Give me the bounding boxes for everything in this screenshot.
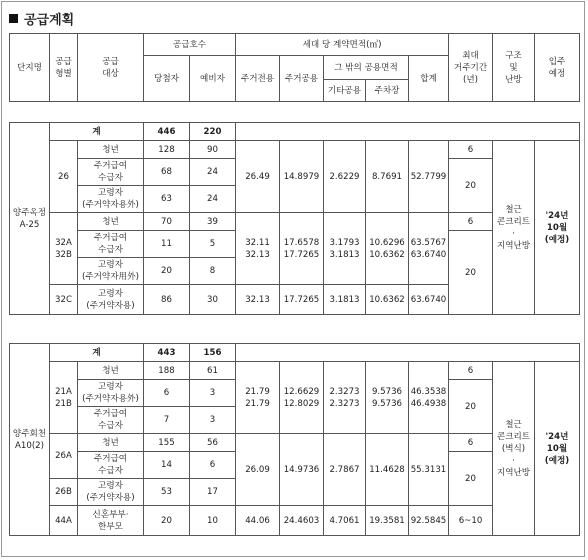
total-area-cell: 55.3131 [409, 434, 449, 506]
winners-cell: 68 [144, 159, 190, 186]
parking-cell: 19.3581 [366, 506, 409, 536]
other-common-cell: 2.3273 2.3273 [324, 362, 366, 434]
total-reserves: 220 [190, 123, 236, 141]
common-area-cell: 12.6629 12.8029 [280, 362, 324, 434]
target-cell: 청년 [78, 434, 144, 452]
target-cell: 고령자 (주거약자용) [78, 479, 144, 506]
other-common-cell: 3.1793 3.1813 [324, 213, 366, 285]
winners-cell: 20 [144, 258, 190, 285]
period-cell: 20 [449, 380, 493, 434]
header-type: 공급 형별 [50, 34, 78, 102]
complex-table-1 [9, 122, 580, 315]
reserves-cell: 3 [190, 380, 236, 407]
reserves-cell: 17 [190, 479, 236, 506]
private-area-cell: 32.11 32.13 [236, 213, 280, 285]
period-cell: 20 [449, 231, 493, 315]
private-area-cell: 26.49 [236, 141, 280, 213]
target-cell: 고령자 (주거약자용外) [78, 186, 144, 213]
winners-cell: 128 [144, 141, 190, 159]
reserves-cell: 90 [190, 141, 236, 159]
type-cell: 26 [50, 141, 78, 213]
winners-cell: 70 [144, 213, 190, 231]
total-label: 계 [50, 344, 144, 362]
other-common-cell: 3.1813 [324, 285, 366, 315]
target-cell: 청년 [78, 141, 144, 159]
reserves-cell: 5 [190, 231, 236, 258]
winners-cell: 155 [144, 434, 190, 452]
reserves-cell: 6 [190, 452, 236, 479]
type-cell: 32C [50, 285, 78, 315]
reserves-cell: 56 [190, 434, 236, 452]
move-in-cell: '24년 10월 (예정) [535, 362, 580, 536]
winners-cell: 86 [144, 285, 190, 315]
type-cell: 26B [50, 479, 78, 506]
period-cell: 6 [449, 213, 493, 231]
reserves-cell: 10 [190, 506, 236, 536]
period-cell: 6 [449, 434, 493, 452]
period-cell: 20 [449, 159, 493, 213]
target-cell: 주거급여 수급자 [78, 159, 144, 186]
header-area: 세대 당 계약면적(㎡) [236, 34, 449, 56]
private-area-cell: 44.06 [236, 506, 280, 536]
header-structure: 구조 및 난방 [493, 34, 535, 102]
reserves-cell: 39 [190, 213, 236, 231]
winners-cell: 11 [144, 231, 190, 258]
header-winners: 당첨자 [144, 56, 190, 102]
target-cell: 주거급여 수급자 [78, 452, 144, 479]
period-cell: 6~10 [449, 506, 493, 536]
header-total: 합계 [409, 56, 449, 102]
target-cell: 고령자 (주거약자用外) [78, 258, 144, 285]
winners-cell: 63 [144, 186, 190, 213]
winners-cell: 14 [144, 452, 190, 479]
private-area-cell: 32.13 [236, 285, 280, 315]
common-area-cell: 24.4603 [280, 506, 324, 536]
header-units: 공급호수 [144, 34, 236, 56]
total-label: 계 [50, 123, 144, 141]
total-area-cell: 63.6740 [409, 285, 449, 315]
type-cell: 44A [50, 506, 78, 536]
header-other-area: 그 밖의 공용면적 [324, 56, 409, 80]
heading-text: 공급계획 [24, 13, 75, 28]
winners-cell: 6 [144, 380, 190, 407]
target-cell: 청년 [78, 362, 144, 380]
common-area-cell: 14.8979 [280, 141, 324, 213]
winners-cell: 7 [144, 407, 190, 434]
other-common-cell: 2.7867 [324, 434, 366, 506]
parking-cell: 10.6362 [366, 285, 409, 315]
header-other-common: 기타공용 [324, 80, 366, 102]
header-reserves: 예비자 [190, 56, 236, 102]
common-area-cell: 14.9736 [280, 434, 324, 506]
header-parking: 주차장 [366, 80, 409, 102]
target-cell: 신혼부부· 한부모 [78, 506, 144, 536]
complex-name: 양주옥정 A-25 [10, 123, 50, 315]
reserves-cell: 3 [190, 407, 236, 434]
square-bullet-icon [9, 14, 18, 23]
total-area-cell: 63.5767 63.6740 [409, 213, 449, 285]
total-area-cell: 52.7799 [409, 141, 449, 213]
other-common-cell: 4.7061 [324, 506, 366, 536]
target-cell: 주거급여 수급자 [78, 407, 144, 434]
parking-cell: 8.7691 [366, 141, 409, 213]
header-move-in: 입주 예정 [535, 34, 580, 102]
type-cell: 26A [50, 434, 78, 479]
structure-cell: 철근 콘크리트 (벽식) · 지역난방 [493, 362, 535, 536]
total-reserves: 156 [190, 344, 236, 362]
private-area-cell: 21.79 21.79 [236, 362, 280, 434]
target-cell: 청년 [78, 213, 144, 231]
structure-cell: 철근 콘크리트 · 지역난방 [493, 141, 535, 315]
private-area-cell: 26.09 [236, 434, 280, 506]
complex-table-2 [9, 343, 580, 536]
common-area-cell: 17.7265 [280, 285, 324, 315]
winners-cell: 188 [144, 362, 190, 380]
parking-cell: 9.5736 9.5736 [366, 362, 409, 434]
blank-cell [236, 344, 580, 362]
type-cell: 21A 21B [50, 362, 78, 434]
reserves-cell: 24 [190, 159, 236, 186]
header-target: 공급 대상 [78, 34, 144, 102]
common-area-cell: 17.6578 17.7265 [280, 213, 324, 285]
header-complex: 단지명 [10, 34, 50, 102]
target-cell: 고령자 (주거약자용) [78, 285, 144, 315]
blank-cell [236, 123, 580, 141]
header-table [9, 33, 580, 102]
target-cell: 주거급여 수급자 [78, 231, 144, 258]
reserves-cell: 30 [190, 285, 236, 315]
period-cell: 20 [449, 452, 493, 506]
winners-cell: 53 [144, 479, 190, 506]
winners-cell: 20 [144, 506, 190, 536]
total-area-cell: 46.3538 46.4938 [409, 362, 449, 434]
reserves-cell: 61 [190, 362, 236, 380]
parking-cell: 10.6296 10.6362 [366, 213, 409, 285]
target-cell: 고령자 (주거약자용外) [78, 380, 144, 407]
move-in-cell: '24년 10월 (예정) [535, 141, 580, 315]
parking-cell: 11.4628 [366, 434, 409, 506]
reserves-cell: 24 [190, 186, 236, 213]
section-heading [9, 9, 74, 28]
header-private: 주거전용 [236, 56, 280, 102]
total-area-cell: 92.5845 [409, 506, 449, 536]
complex-name: 양주회천 A10(2) [10, 344, 50, 536]
other-common-cell: 2.6229 [324, 141, 366, 213]
header-period: 최대 거주기간 (년) [449, 34, 493, 102]
header-common: 주거공용 [280, 56, 324, 102]
reserves-cell: 8 [190, 258, 236, 285]
period-cell: 6 [449, 362, 493, 380]
period-cell: 6 [449, 141, 493, 159]
total-winners: 443 [144, 344, 190, 362]
total-winners: 446 [144, 123, 190, 141]
type-cell: 32A 32B [50, 213, 78, 285]
